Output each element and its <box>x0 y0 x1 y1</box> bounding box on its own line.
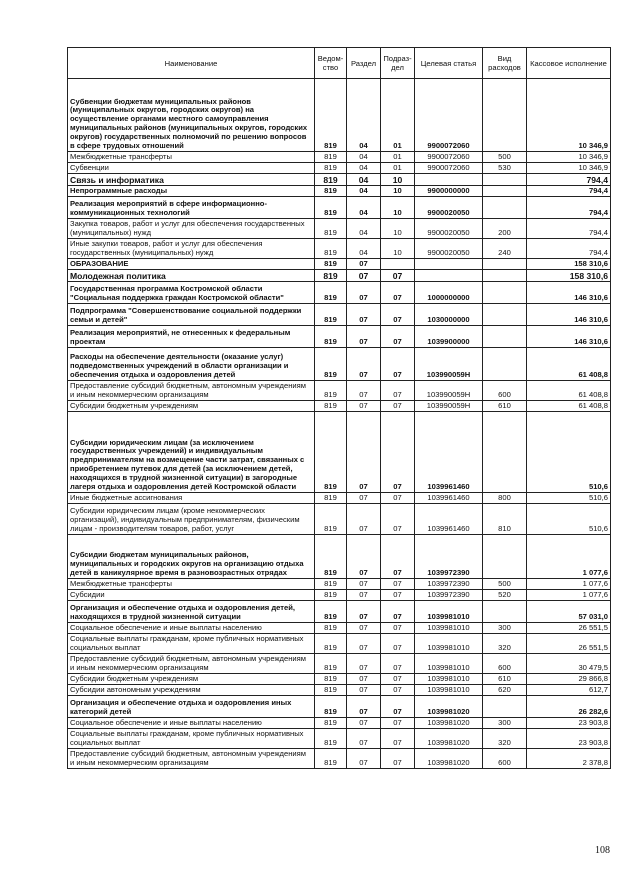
cell-target <box>415 174 483 186</box>
cell-target: 1039981010 <box>415 601 483 623</box>
table-row <box>68 326 611 348</box>
table-row <box>68 186 611 197</box>
cell-dept: 819 <box>315 381 347 401</box>
page-number: 108 <box>595 845 610 856</box>
table-row <box>68 259 611 270</box>
cell-dept: 819 <box>315 623 347 634</box>
cell-dept: 819 <box>315 412 347 493</box>
table-row <box>68 401 611 412</box>
cell-subsection: 07 <box>381 654 415 674</box>
cell-target: 103990059Н <box>415 401 483 412</box>
cell-expense: 500 <box>483 152 527 163</box>
cell-dept: 819 <box>315 326 347 348</box>
cell-amount: 794,4 <box>527 239 611 259</box>
cell-name: Предоставление субсидий бюджетным, автономным учреждениям и иным некоммерческим организациям <box>68 381 315 401</box>
cell-subsection: 07 <box>381 718 415 729</box>
cell-dept: 819 <box>315 674 347 685</box>
cell-name: Субсидии юридическим лицам (кроме некоммерческих организаций), индивидуальным предпринимателям, физическим лицам - производителям товаров, работ, услуг <box>68 504 315 535</box>
cell-expense: 500 <box>483 579 527 590</box>
cell-expense <box>483 197 527 219</box>
cell-section: 07 <box>347 685 381 696</box>
cell-section: 07 <box>347 674 381 685</box>
cell-expense: 200 <box>483 219 527 239</box>
cell-target: 9900072060 <box>415 152 483 163</box>
cell-amount: 1 077,6 <box>527 535 611 579</box>
table-row <box>68 163 611 174</box>
cell-subsection: 07 <box>381 696 415 718</box>
cell-subsection: 07 <box>381 634 415 654</box>
cell-dept: 819 <box>315 348 347 381</box>
cell-section: 07 <box>347 326 381 348</box>
cell-dept: 819 <box>315 493 347 504</box>
header-row <box>68 48 611 79</box>
table-row <box>68 535 611 579</box>
cell-expense: 800 <box>483 493 527 504</box>
cell-section: 07 <box>347 579 381 590</box>
cell-target: 103990059Н <box>415 348 483 381</box>
cell-subsection: 07 <box>381 685 415 696</box>
cell-target: 1039981020 <box>415 729 483 749</box>
cell-target: 1039981020 <box>415 749 483 769</box>
cell-section: 04 <box>347 186 381 197</box>
cell-amount: 10 346,9 <box>527 152 611 163</box>
cell-subsection: 01 <box>381 163 415 174</box>
cell-section: 07 <box>347 590 381 601</box>
cell-amount: 146 310,6 <box>527 326 611 348</box>
cell-section: 04 <box>347 219 381 239</box>
cell-subsection: 07 <box>381 749 415 769</box>
cell-section: 07 <box>347 634 381 654</box>
cell-target: 9900000000 <box>415 186 483 197</box>
cell-target: 1039981010 <box>415 685 483 696</box>
cell-name: Межбюджетные трансферты <box>68 152 315 163</box>
cell-name: Социальное обеспечение и иные выплаты населению <box>68 623 315 634</box>
cell-expense <box>483 696 527 718</box>
cell-name: ОБРАЗОВАНИЕ <box>68 259 315 270</box>
cell-target: 9900020050 <box>415 239 483 259</box>
cell-dept: 819 <box>315 579 347 590</box>
cell-amount: 57 031,0 <box>527 601 611 623</box>
table-row <box>68 623 611 634</box>
cell-dept: 819 <box>315 186 347 197</box>
cell-expense: 320 <box>483 729 527 749</box>
cell-section: 04 <box>347 79 381 152</box>
cell-expense: 240 <box>483 239 527 259</box>
table-row <box>68 654 611 674</box>
cell-section: 04 <box>347 163 381 174</box>
table-row <box>68 304 611 326</box>
cell-target: 1039972390 <box>415 579 483 590</box>
cell-name: Субсидии <box>68 590 315 601</box>
cell-amount: 794,4 <box>527 174 611 186</box>
cell-section: 07 <box>347 348 381 381</box>
cell-amount: 26 282,6 <box>527 696 611 718</box>
cell-expense: 600 <box>483 749 527 769</box>
cell-expense: 300 <box>483 623 527 634</box>
cell-subsection: 07 <box>381 270 415 282</box>
cell-dept: 819 <box>315 174 347 186</box>
col-header-target: Целевая статья <box>415 48 483 79</box>
cell-expense <box>483 282 527 304</box>
cell-expense <box>483 326 527 348</box>
cell-section: 07 <box>347 749 381 769</box>
cell-expense <box>483 348 527 381</box>
col-header-subsection: Подраз-дел <box>381 48 415 79</box>
cell-name: Предоставление субсидий бюджетным, автономным учреждениям и иным некоммерческим организациям <box>68 749 315 769</box>
cell-section: 07 <box>347 601 381 623</box>
cell-expense <box>483 79 527 152</box>
cell-name: Иные закупки товаров, работ и услуг для обеспечения государственных (муниципальных) нужд <box>68 239 315 259</box>
cell-section: 07 <box>347 270 381 282</box>
cell-expense: 600 <box>483 654 527 674</box>
table-row <box>68 174 611 186</box>
table-row <box>68 579 611 590</box>
budget-table <box>67 47 611 769</box>
cell-name: Субсидии бюджетным учреждениям <box>68 674 315 685</box>
cell-name: Субсидии бюджетам муниципальных районов, муниципальных и городских округов на организацию отдыха детей в каникулярное время в разновозрастных отрядах <box>68 535 315 579</box>
cell-dept: 819 <box>315 401 347 412</box>
cell-name: Субсидии автономным учреждениям <box>68 685 315 696</box>
cell-dept: 819 <box>315 504 347 535</box>
cell-expense <box>483 304 527 326</box>
table-row <box>68 590 611 601</box>
table-row <box>68 729 611 749</box>
cell-amount: 10 346,9 <box>527 79 611 152</box>
col-header-name: Наименование <box>68 48 315 79</box>
cell-subsection: 10 <box>381 186 415 197</box>
cell-expense <box>483 412 527 493</box>
cell-expense: 610 <box>483 401 527 412</box>
cell-name: Реализация мероприятий, не отнесенных к федеральным проектам <box>68 326 315 348</box>
cell-target: 9900072060 <box>415 79 483 152</box>
cell-subsection: 07 <box>381 590 415 601</box>
cell-amount: 794,4 <box>527 186 611 197</box>
cell-name: Реализация мероприятий в сфере информационно-коммуникационных технологий <box>68 197 315 219</box>
table-row <box>68 749 611 769</box>
cell-target: 1039981020 <box>415 696 483 718</box>
cell-target: 9900072060 <box>415 163 483 174</box>
table-row <box>68 219 611 239</box>
cell-dept: 819 <box>315 590 347 601</box>
cell-dept: 819 <box>315 601 347 623</box>
cell-section: 07 <box>347 304 381 326</box>
cell-dept: 819 <box>315 634 347 654</box>
cell-target: 1039981010 <box>415 674 483 685</box>
cell-name: Связь и информатика <box>68 174 315 186</box>
cell-dept: 819 <box>315 219 347 239</box>
cell-amount: 30 479,5 <box>527 654 611 674</box>
cell-subsection: 07 <box>381 601 415 623</box>
table-row <box>68 381 611 401</box>
cell-dept: 819 <box>315 685 347 696</box>
cell-name: Расходы на обеспечение деятельности (оказание услуг) подведомственных учреждений в области организации и обеспечения отдыха и оздоровления детей <box>68 348 315 381</box>
cell-section: 07 <box>347 623 381 634</box>
cell-name: Иные бюджетные ассигнования <box>68 493 315 504</box>
cell-expense: 520 <box>483 590 527 601</box>
cell-dept: 819 <box>315 259 347 270</box>
cell-expense <box>483 259 527 270</box>
cell-name: Организация и обеспечение отдыха и оздоровления иных категорий детей <box>68 696 315 718</box>
cell-section: 04 <box>347 239 381 259</box>
cell-subsection: 07 <box>381 282 415 304</box>
cell-amount: 23 903,8 <box>527 718 611 729</box>
cell-expense: 530 <box>483 163 527 174</box>
cell-target: 1039961460 <box>415 493 483 504</box>
cell-target: 1039900000 <box>415 326 483 348</box>
cell-amount: 10 346,9 <box>527 163 611 174</box>
cell-amount: 61 408,8 <box>527 348 611 381</box>
table-row <box>68 696 611 718</box>
cell-subsection: 07 <box>381 504 415 535</box>
cell-expense: 810 <box>483 504 527 535</box>
cell-amount: 794,4 <box>527 197 611 219</box>
cell-subsection: 07 <box>381 493 415 504</box>
cell-section: 07 <box>347 381 381 401</box>
cell-expense <box>483 186 527 197</box>
cell-subsection: 01 <box>381 152 415 163</box>
cell-name: Непрограммные расходы <box>68 186 315 197</box>
cell-name: Субсидии юридическим лицам (за исключением государственных учреждений) и индивидуальным предпринимателям на возмещение части затрат, связанных с приобретением путевок для детей (за исключением детей, находящихся в трудной жизненной ситуации) в загородные лагеря отдыха и оздоровления детей Костромской области <box>68 412 315 493</box>
cell-target: 1039981010 <box>415 623 483 634</box>
table-body <box>68 79 611 769</box>
cell-amount: 23 903,8 <box>527 729 611 749</box>
cell-target: 1039981010 <box>415 654 483 674</box>
cell-amount: 510,6 <box>527 412 611 493</box>
cell-amount: 510,6 <box>527 493 611 504</box>
cell-name: Молодежная политика <box>68 270 315 282</box>
cell-dept: 819 <box>315 654 347 674</box>
col-header-dept: Ведом-ство <box>315 48 347 79</box>
cell-expense <box>483 270 527 282</box>
cell-subsection <box>381 259 415 270</box>
cell-subsection: 07 <box>381 401 415 412</box>
table-row <box>68 493 611 504</box>
cell-section: 04 <box>347 174 381 186</box>
cell-amount: 510,6 <box>527 504 611 535</box>
cell-dept: 819 <box>315 282 347 304</box>
cell-name: Государственная программа Костромской области "Социальная поддержка граждан Костромской области" <box>68 282 315 304</box>
table-row <box>68 348 611 381</box>
cell-subsection: 07 <box>381 579 415 590</box>
cell-subsection: 10 <box>381 174 415 186</box>
cell-target: 9900020050 <box>415 197 483 219</box>
cell-amount: 158 310,6 <box>527 259 611 270</box>
table-row <box>68 718 611 729</box>
cell-subsection: 07 <box>381 326 415 348</box>
cell-dept: 819 <box>315 749 347 769</box>
cell-expense: 320 <box>483 634 527 654</box>
cell-subsection: 07 <box>381 674 415 685</box>
cell-amount: 61 408,8 <box>527 401 611 412</box>
cell-amount: 146 310,6 <box>527 304 611 326</box>
cell-expense: 600 <box>483 381 527 401</box>
cell-target: 1030000000 <box>415 304 483 326</box>
cell-target: 1039981010 <box>415 634 483 654</box>
cell-amount: 146 310,6 <box>527 282 611 304</box>
cell-expense: 610 <box>483 674 527 685</box>
cell-subsection: 07 <box>381 304 415 326</box>
cell-name: Организация и обеспечение отдыха и оздоровления детей, находящихся в трудной жизненной ситуации <box>68 601 315 623</box>
table-row <box>68 152 611 163</box>
cell-subsection: 07 <box>381 729 415 749</box>
table-row <box>68 504 611 535</box>
cell-amount: 61 408,8 <box>527 381 611 401</box>
cell-name: Предоставление субсидий бюджетным, автономным учреждениям и иным некоммерческим организациям <box>68 654 315 674</box>
table-row <box>68 79 611 152</box>
cell-subsection: 07 <box>381 381 415 401</box>
cell-name: Социальные выплаты гражданам, кроме публичных нормативных социальных выплат <box>68 729 315 749</box>
cell-subsection: 07 <box>381 623 415 634</box>
cell-target <box>415 259 483 270</box>
cell-target: 1000000000 <box>415 282 483 304</box>
cell-expense <box>483 174 527 186</box>
cell-section: 07 <box>347 282 381 304</box>
cell-name: Социальные выплаты гражданам, кроме публичных нормативных социальных выплат <box>68 634 315 654</box>
cell-dept: 819 <box>315 729 347 749</box>
cell-target: 9900020050 <box>415 219 483 239</box>
cell-name: Субсидии бюджетным учреждениям <box>68 401 315 412</box>
cell-amount: 158 310,6 <box>527 270 611 282</box>
col-header-expense: Вид расходов <box>483 48 527 79</box>
cell-dept: 819 <box>315 79 347 152</box>
cell-name: Закупка товаров, работ и услуг для обеспечения государственных (муниципальных) нужд <box>68 219 315 239</box>
cell-amount: 612,7 <box>527 685 611 696</box>
table-row <box>68 412 611 493</box>
cell-dept: 819 <box>315 304 347 326</box>
cell-expense: 620 <box>483 685 527 696</box>
table-row <box>68 634 611 654</box>
cell-amount: 1 077,6 <box>527 590 611 601</box>
document-sheet <box>67 47 610 769</box>
cell-target: 1039972390 <box>415 590 483 601</box>
cell-section: 07 <box>347 504 381 535</box>
table-row <box>68 685 611 696</box>
table-row <box>68 270 611 282</box>
cell-amount: 26 551,5 <box>527 634 611 654</box>
cell-subsection: 10 <box>381 197 415 219</box>
table-row <box>68 282 611 304</box>
cell-section: 07 <box>347 401 381 412</box>
cell-section: 07 <box>347 535 381 579</box>
cell-name: Межбюджетные трансферты <box>68 579 315 590</box>
cell-dept: 819 <box>315 197 347 219</box>
cell-target: 1039961460 <box>415 504 483 535</box>
col-header-amount: Кассовое исполнение <box>527 48 611 79</box>
table-row <box>68 601 611 623</box>
cell-amount: 26 551,5 <box>527 623 611 634</box>
cell-section: 07 <box>347 696 381 718</box>
cell-subsection: 10 <box>381 219 415 239</box>
cell-section: 04 <box>347 197 381 219</box>
cell-amount: 2 378,8 <box>527 749 611 769</box>
cell-dept: 819 <box>315 696 347 718</box>
cell-name: Субвенции бюджетам муниципальных районов (муниципальных округов, городских округов) на осуществление органами местного самоуправления муниципальных районов (муниципальных округов, городских округов) государственных полномочий по решению вопросов в сфере трудовых отношений <box>68 79 315 152</box>
cell-target: 1039972390 <box>415 535 483 579</box>
cell-expense: 300 <box>483 718 527 729</box>
cell-subsection: 10 <box>381 239 415 259</box>
cell-amount: 794,4 <box>527 219 611 239</box>
cell-section: 07 <box>347 493 381 504</box>
cell-subsection: 01 <box>381 79 415 152</box>
cell-section: 07 <box>347 718 381 729</box>
cell-subsection: 07 <box>381 348 415 381</box>
cell-dept: 819 <box>315 718 347 729</box>
cell-name: Субвенции <box>68 163 315 174</box>
cell-dept: 819 <box>315 535 347 579</box>
cell-section: 07 <box>347 259 381 270</box>
cell-section: 07 <box>347 412 381 493</box>
table-row <box>68 674 611 685</box>
cell-dept: 819 <box>315 270 347 282</box>
cell-dept: 819 <box>315 163 347 174</box>
cell-section: 07 <box>347 729 381 749</box>
table-row <box>68 197 611 219</box>
cell-section: 07 <box>347 654 381 674</box>
cell-amount: 29 866,8 <box>527 674 611 685</box>
cell-dept: 819 <box>315 239 347 259</box>
cell-subsection: 07 <box>381 535 415 579</box>
cell-name: Социальное обеспечение и иные выплаты населению <box>68 718 315 729</box>
cell-amount: 1 077,6 <box>527 579 611 590</box>
cell-section: 04 <box>347 152 381 163</box>
col-header-section: Раздел <box>347 48 381 79</box>
cell-dept: 819 <box>315 152 347 163</box>
cell-target: 1039981020 <box>415 718 483 729</box>
cell-target: 1039961460 <box>415 412 483 493</box>
cell-expense <box>483 601 527 623</box>
table-row <box>68 239 611 259</box>
cell-target <box>415 270 483 282</box>
cell-subsection: 07 <box>381 412 415 493</box>
cell-target: 103990059Н <box>415 381 483 401</box>
cell-expense <box>483 535 527 579</box>
cell-name: Подпрограмма "Совершенствование социальной поддержки семьи и детей" <box>68 304 315 326</box>
